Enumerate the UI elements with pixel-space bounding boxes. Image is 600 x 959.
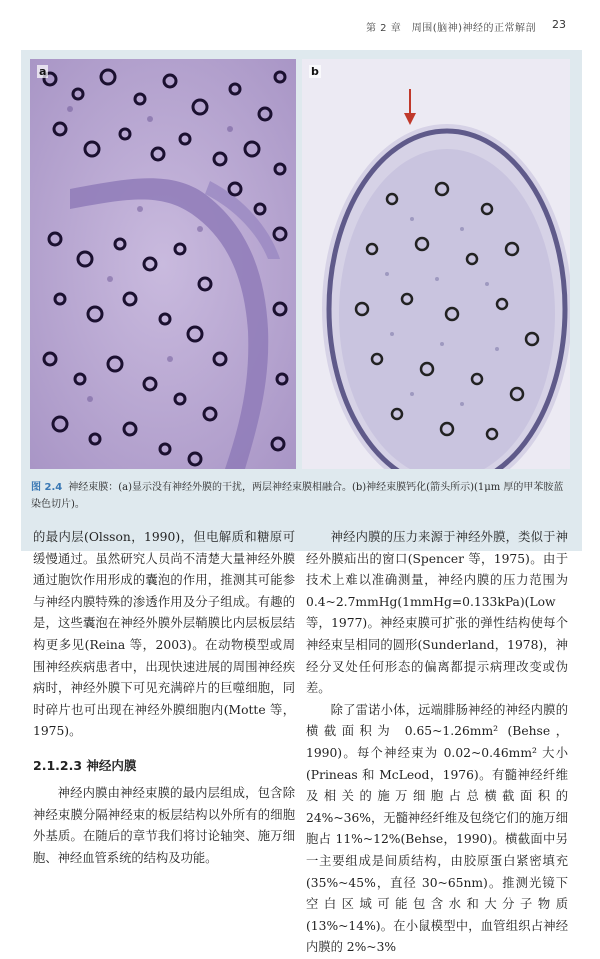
page-number: 23 [552, 18, 566, 31]
left-paragraph-2: 神经内膜由神经束膜的最内层组成，包含除神经束膜分隔神经束的板层结构以外所有的细胞外基质。在随后的章节我们将讨论轴突、施万细胞、神经血管系统的结构及功能。 [33, 785, 295, 865]
panel-b-label: b [311, 65, 319, 78]
left-column [33, 527, 295, 869]
figure-caption [31, 479, 571, 513]
figure-number: 图 2.4 [31, 482, 63, 493]
left-paragraph-1: 的最内层(Olsson，1990)，但电解质和糖原可缓慢通过。虽然研究人员尚不清楚大量神经外膜通过胞饮作用形成的囊泡的作用，推测其可能参与神经内膜特殊的渗透作用及分子组成。有趣的是，这些囊泡在神经外膜外层鞘膜比内层板层结构更多见(Reina 等，2003)。在动物模型或周围神经疾病患者中，出现快速进展的周围神经疾病时，神经外膜下可见充满碎片的巨噬细胞，同时碎片也可出现在神经外膜细胞内(Motte 等，1975)。 [33, 530, 295, 739]
panel-a-label: a [39, 65, 47, 78]
micrograph-panel-b [302, 59, 570, 469]
figure [21, 50, 582, 551]
chapter-title: 第 2 章 周围(脑神)神经的正常解剖 [365, 23, 536, 34]
right-column [306, 527, 568, 959]
figure-caption-text: 神经束膜：(a)显示没有神经外膜的干扰，两层神经束膜相融合。(b)神经束膜钙化(箭头所示)(1μm 厚的甲苯胺蓝染色切片)。 [31, 482, 564, 510]
right-paragraph-2: 除了雷诺小体，远端腓肠神经的神经内膜的横截面积为 0.65~1.26mm² (Behse，1990)。每个神经束为 0.02~0.46mm² 大小(Prineas 和 McLeod，1976)。有髓神经纤维及相关的施万细胞占总横截面积的 24%~36%，无髓神经纤维及包绕它们的施万细胞占 11%~12%(Behse，1990)。横截面中另一主要组成是间质结构，由胶原蛋白紧密填充(35%~45%，直径 30~65nm)。推测光镜下空白区域可能包含水和大分子物质(13%~14%)。在小鼠模型中，血管组织占神经内膜的 2%~3% [306, 702, 568, 955]
micrograph-panel-a [30, 59, 296, 469]
micrograph-b-image [302, 59, 570, 469]
micrograph-a-image [30, 59, 296, 469]
section-heading: 2.1.2.3 神经内膜 [33, 757, 137, 773]
right-paragraph-1: 神经内膜的压力来源于神经外膜，类似于神经外膜疝出的窗口(Spencer 等，1975)。由于技术上难以准确测量，神经内膜的压力范围为 0.4~2.7mmHg(1mmHg=0.133kPa)(Low 等，1977)。神经束膜可扩张的弹性结构使每个神经束呈相同的圆形(Sunderland，1978)，神经分叉处任何形态的偏离都提示病理改变或伪差。 [306, 530, 568, 696]
page-header [0, 0, 600, 40]
